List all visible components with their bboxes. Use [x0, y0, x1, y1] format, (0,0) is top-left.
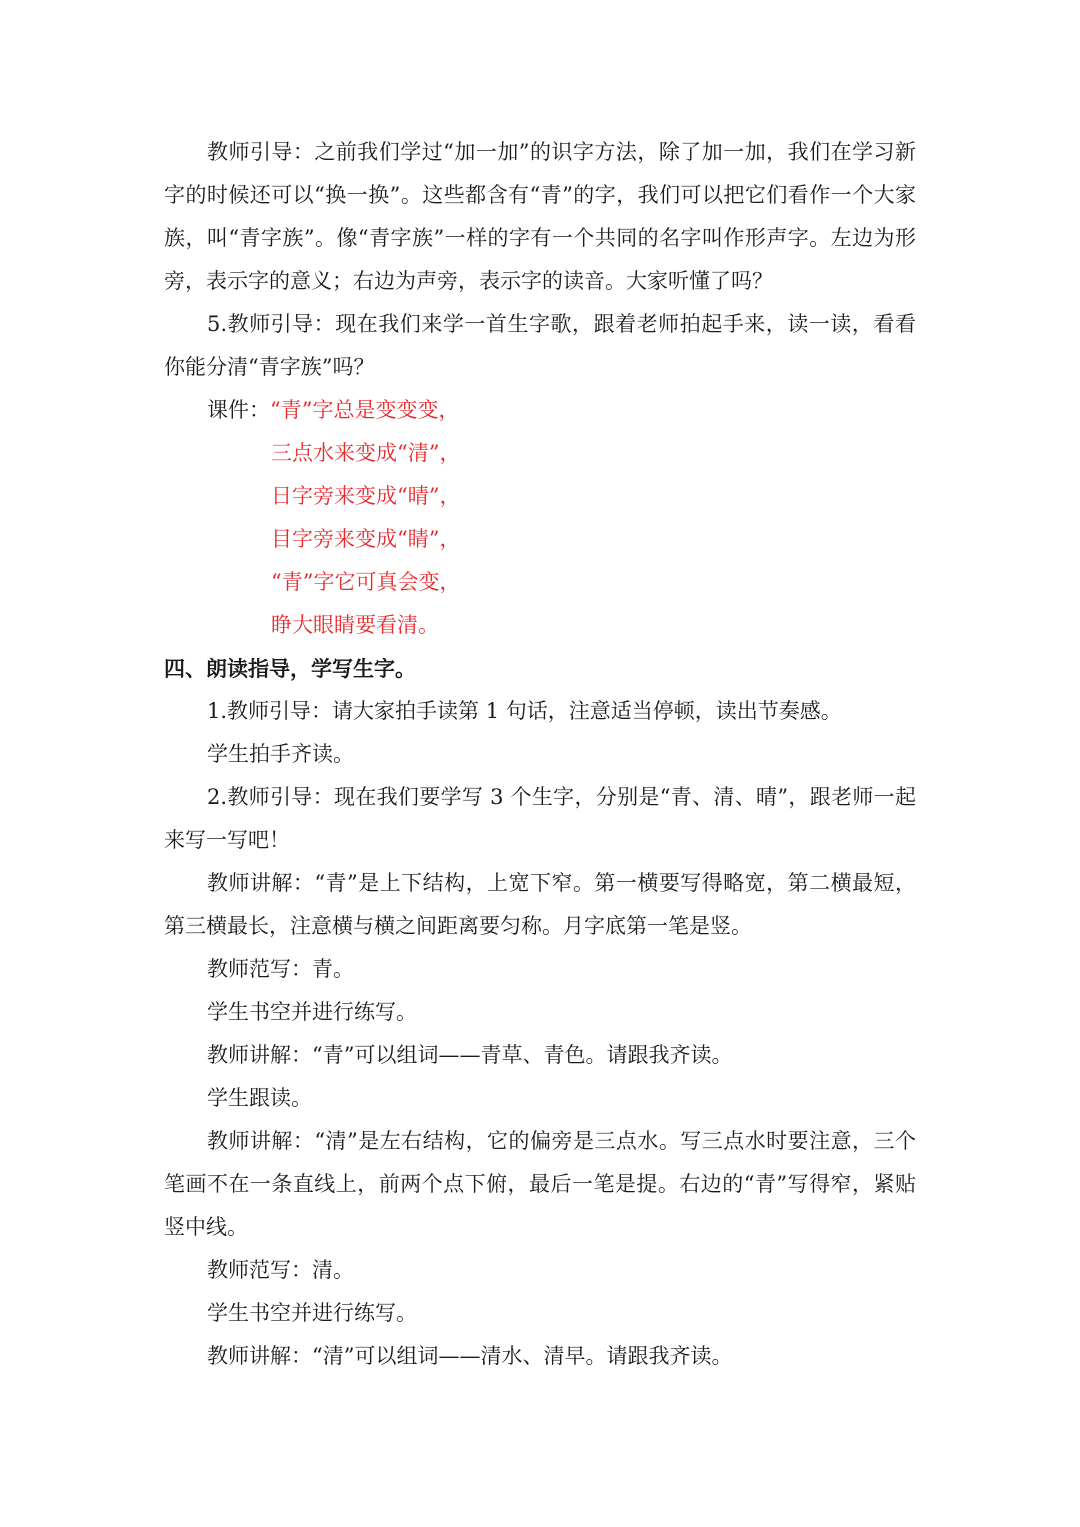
poem-line-1: “青”字总是变变变，	[270, 398, 460, 422]
paragraph-explain-qing-blue: 教师讲解：“青”是上下结构，上宽下窄。第一横要写得略宽，第二横最短，第三横最长，注意横与横之间距离要匀称。月字底第一笔是竖。	[164, 871, 916, 938]
poem-line-5: “青”字它可真会变，	[271, 570, 461, 594]
lesson-text	[164, 131, 916, 1378]
paragraph-demo-qing-clear: 教师范写：清。	[207, 1258, 354, 1282]
section-heading-four: 四、朗读指导，学写生字。	[164, 656, 416, 681]
poem-label: 课件：	[207, 398, 270, 422]
paragraph-clap-read: 1.教师引导：请大家拍手读第 1 句话，注意适当停顿，读出节奏感。	[207, 699, 842, 723]
poem-line-4: 目字旁来变成“睛”，	[271, 527, 461, 551]
poem-line-6: 睁大眼睛要看清。	[271, 613, 439, 637]
paragraph-write-three-chars: 2.教师引导：现在我们要学写 3 个生字，分别是“青、清、晴”，跟老师一起来写一写吧！	[164, 785, 916, 852]
paragraph-students-practice-2: 学生书空并进行练写。	[207, 1301, 417, 1325]
paragraph-students-follow: 学生跟读。	[207, 1086, 312, 1110]
poem-first-line	[164, 389, 916, 432]
paragraph-words-qing-clear: 教师讲解：“清”可以组词——清水、清早。请跟我齐读。	[207, 1344, 733, 1368]
paragraph-teacher-guide-shape-sound: 教师引导：之前我们学过“加一加”的识字方法，除了加一加，我们在学习新字的时候还可以“换一换”。这些都含有“青”的字，我们可以把它们看作一个大家族，叫“青字族”。像“青字族”一样的字有一个共同的名字叫作形声字。左边为形旁，表示字的意义；右边为声旁，表示字的读音。大家听懂了吗？	[164, 140, 916, 293]
paragraph-demo-qing-blue: 教师范写：青。	[207, 957, 354, 981]
paragraph-students-clap: 学生拍手齐读。	[207, 742, 354, 766]
poem-line-2: 三点水来变成“清”，	[271, 441, 461, 465]
paragraph-words-qing-blue: 教师讲解：“青”可以组词——青草、青色。请跟我齐读。	[207, 1043, 733, 1067]
paragraph-explain-qing-clear: 教师讲解：“清”是左右结构，它的偏旁是三点水。写三点水时要注意，三个笔画不在一条直线上，前两个点下俯，最后一笔是提。右边的“青”写得窄，紧贴竖中线。	[164, 1129, 916, 1239]
poem-line-3: 日字旁来变成“晴”，	[271, 484, 461, 508]
paragraph-teacher-guide-song: 5.教师引导：现在我们来学一首生字歌，跟着老师拍起手来，读一读，看看你能分清“青字族”吗？	[164, 312, 916, 379]
paragraph-students-practice-1: 学生书空并进行练写。	[207, 1000, 417, 1024]
